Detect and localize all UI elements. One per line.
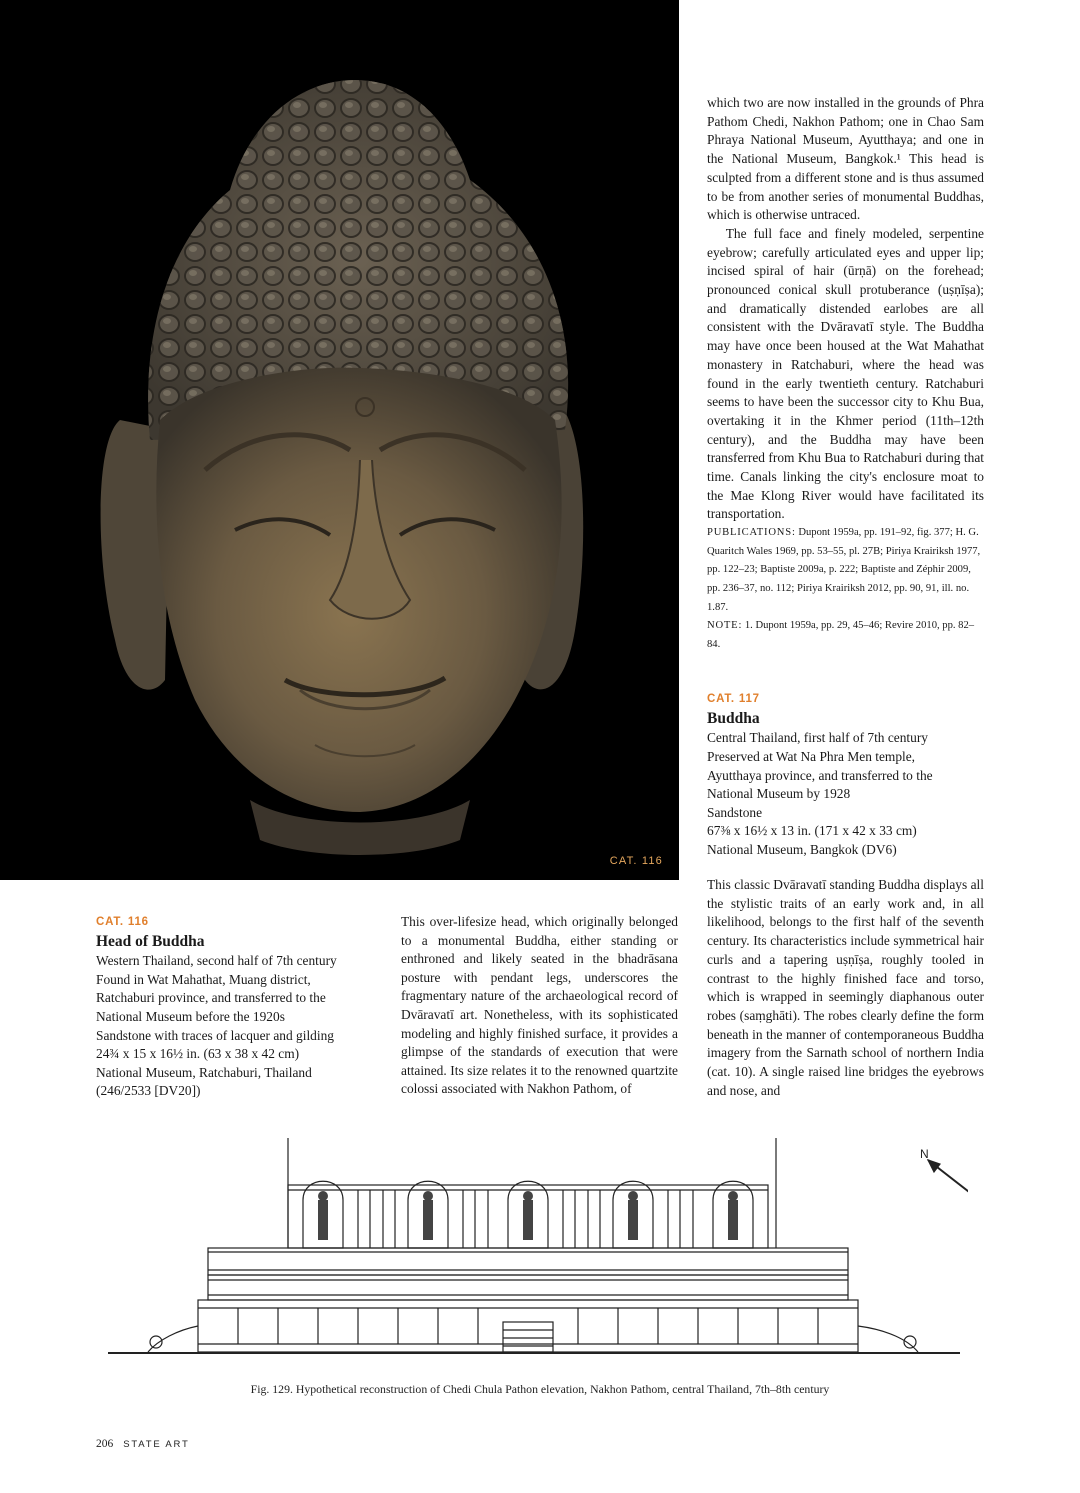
cat117-info: [707, 729, 984, 859]
info-line: Central Thailand, first half of 7th century: [707, 730, 929, 746]
info-line: Ratchaburi province, and transferred to the: [96, 990, 326, 1006]
publications-text: Dupont 1959a, pp. 191–92, fig. 377; H. G. Quaritch Wales 1969, pp. 53–55, pl. 27B; Piriya Krairiksh 1977, pp. 122–23; Baptiste 2009a, p. 222; Baptiste and Zéphir 2009, pp. 236–37, no. 112; Piriya Krairiksh 2012, pp. 90, 91, ill. no. 1.87.: [707, 527, 981, 613]
chedi-elevation-figure: [108, 1130, 968, 1365]
info-line: 67⅜ x 16½ x 13 in. (171 x 42 x 33 cm): [707, 823, 917, 839]
publications-label: PUBLICATIONS:: [707, 527, 796, 539]
note-label: NOTE:: [707, 620, 743, 632]
chedi-elevation-drawing: [108, 1130, 968, 1360]
cat116-info: [96, 952, 376, 1101]
photo-caption: CAT. 116: [609, 855, 663, 867]
cat117-title: Buddha: [707, 709, 760, 727]
cat116-entry: [96, 913, 376, 1101]
page-footer: [96, 1438, 190, 1450]
info-line: National Museum, Bangkok (DV6): [707, 841, 897, 857]
info-line: 24¾ x 15 x 16½ in. (63 x 38 x 42 cm): [96, 1046, 300, 1062]
publications: [707, 524, 984, 617]
info-line: Found in Wat Mahathat, Muang district,: [96, 971, 311, 987]
info-line: Western Thailand, second half of 7th century: [96, 953, 337, 969]
info-line: National Museum before the 1920s: [96, 1008, 285, 1024]
cat116-title: Head of Buddha: [96, 932, 205, 950]
info-line: National Museum by 1928: [707, 786, 851, 802]
info-line: Sandstone: [707, 804, 763, 820]
buddha-head-photo: [0, 0, 679, 880]
cat116-body: This over-lifesize head, which originally belonged to a monumental Buddha, either standing or enthroned and likely seated in the bhadrāsana posture with pendant legs, underscores the fragmentary nature of the archaeological record of Dvāravatī art. Nonetheless, with its sophisticated modeling and highly finished surface, it provides a glimpse of the standards of execution that were attained. Its size relates it to the renowned quartzite colossi associated with Nakhon Pathom, of: [401, 914, 678, 1097]
north-label: N: [920, 1147, 929, 1161]
cat117-entry: [707, 690, 984, 860]
page-number: 206: [96, 1438, 114, 1450]
info-line: Preserved at Wat Na Phra Men temple,: [707, 749, 916, 764]
figure-caption: Fig. 129. Hypothetical reconstruction of Chedi Chula Pathon elevation, Nakhon Pathom, central Thailand, 7th–8th century: [250, 1382, 830, 1396]
cat116-label: CAT. 116: [96, 916, 149, 928]
note: [707, 617, 984, 654]
info-line: (246/2533 [DV20]): [96, 1083, 201, 1099]
info-line: Sandstone with traces of lacquer and gilding: [96, 1027, 334, 1043]
info-line: Ayutthaya province, and transferred to the: [707, 767, 933, 783]
paragraph: which two are now installed in the grounds of Phra Pathom Chedi, Nakhon Pathom; one in Chao Sam Phraya National Museum, Ayutthaya; and one in the National Museum, Bangkok.¹ This head is sculpted from a different stone and is thus assumed to be from another series of monumental Buddhas, which is otherwise untraced.: [707, 95, 984, 223]
info-line: National Museum, Ratchaburi, Thailand: [96, 1064, 312, 1080]
right-column-text: [707, 94, 984, 654]
section-name: STATE ART: [123, 1439, 190, 1450]
note-text: 1. Dupont 1959a, pp. 29, 45–46; Revire 2010, pp. 82–84.: [707, 620, 975, 650]
buddha-head-illustration: [0, 0, 679, 880]
paragraph: The full face and finely modeled, serpentine eyebrow; carefully articulated eyes and upper lip; incised spiral of hair (ūrṇā) on the forehead; pronounced conical skull protuberance (uṣṇīṣa); and dramatically distended earlobes are all consistent with the Dvāravatī style. The Buddha may have once been housed at the Wat Mahathat monastery in Ratchaburi, where the head was found in the early twentieth century. Ratchaburi seems to have been the successor city to Khu Bua, overtaking it in the Khmer period (11th–12th century), and the Buddha may have been transferred from Khu Bua to Ratchaburi during that time. Canals linking the city's enclosure moat to the Mae Klong River would have facilitated its transportation.: [707, 225, 984, 522]
cat117-label: CAT. 117: [707, 693, 760, 705]
cat117-body: This classic Dvāravatī standing Buddha displays all the stylistic traits of an early work and, in all likelihood, belongs to the first half of the seventh century. Its characteristics include symmetrical hair curls and a tapering uṣṇīṣa, roughly tooled in contrast to the highly finished face and torso, which is wrapped in seemingly diaphanous outer robes (saṃghāti). The robes clearly define the form beneath in the manner of contemporaneous Buddha imagery from the Sarnath school of northern India (cat. 10). A single raised line bridges the eyebrows and nose, and: [707, 877, 984, 1098]
